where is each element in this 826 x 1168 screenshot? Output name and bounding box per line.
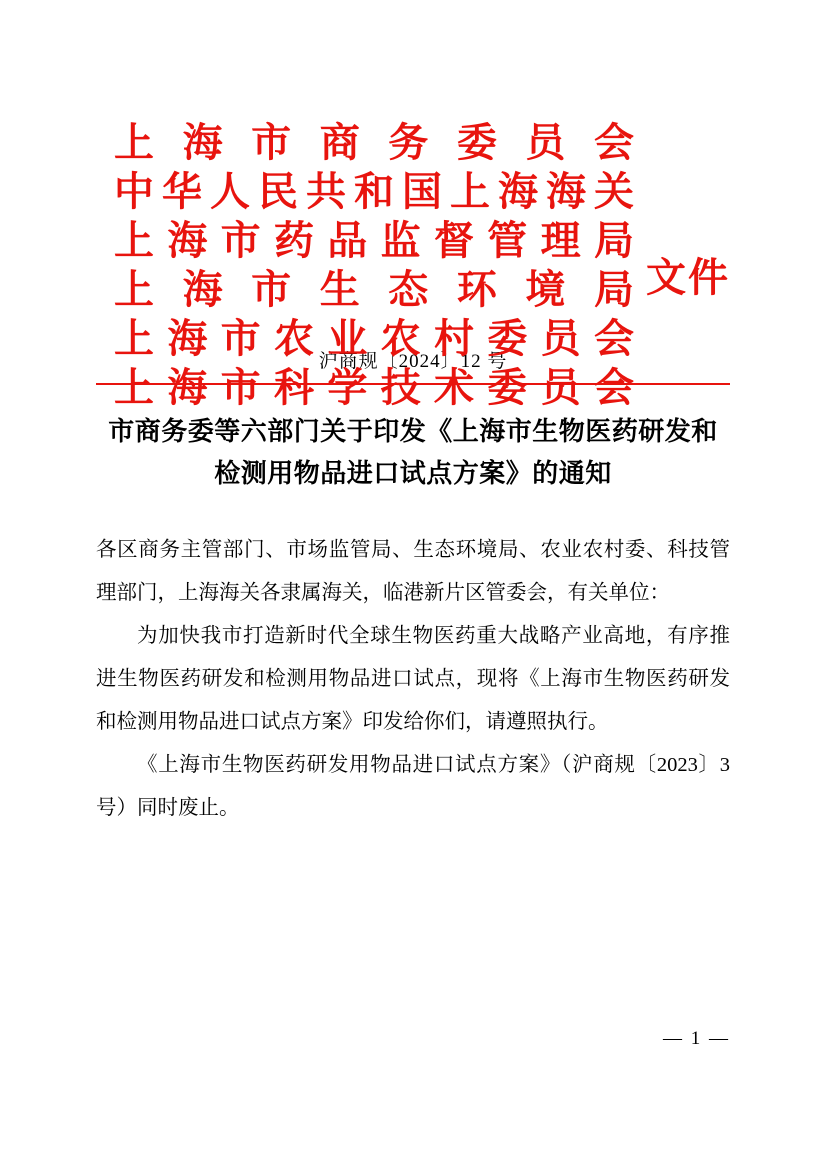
organization-line-4: 上 海 市 生 态 环 境 局	[114, 267, 634, 312]
body-paragraph-recipients: 各区商务主管部门、市场监管局、生态环境局、农业农村委、科技管理部门，上海海关各隶属海关，临港新片区管委会，有关单位：	[96, 539, 730, 604]
document-body	[96, 529, 730, 830]
page-title: 市商务委等六部门关于印发《上海市生物医药研发和检测用物品进口试点方案》的通知	[108, 417, 718, 488]
document-word-label: 文件	[646, 255, 730, 300]
organization-line-5: 上 海 市 农 业 农 村 委 员 会	[114, 316, 634, 361]
organization-line-2: 中 华 人 民 共 和 国 上 海 海 关	[114, 169, 634, 214]
organization-line-1: 上 海 市 商 务 委 员 会	[114, 120, 634, 165]
issuing-organizations	[96, 118, 730, 412]
page-number: — 1 —	[663, 1028, 730, 1049]
organization-line-6: 上 海 市 科 学 技 术 委 员 会	[114, 365, 634, 410]
body-paragraph-2: 《上海市生物医药研发用物品进口试点方案》（沪商规〔2023〕3 号）同时废止。	[96, 754, 730, 819]
body-paragraph-1: 为加快我市打造新时代全球生物医药重大战略产业高地，有序推进生物医药研发和检测用物品进口试点，现将《上海市生物医药研发和检测用物品进口试点方案》印发给你们，请遵照执行。	[96, 625, 730, 733]
organization-line-3: 上 海 市 药 品 监 督 管 理 局	[114, 218, 634, 263]
document-number: 沪商规〔2024〕12 号	[318, 351, 508, 372]
